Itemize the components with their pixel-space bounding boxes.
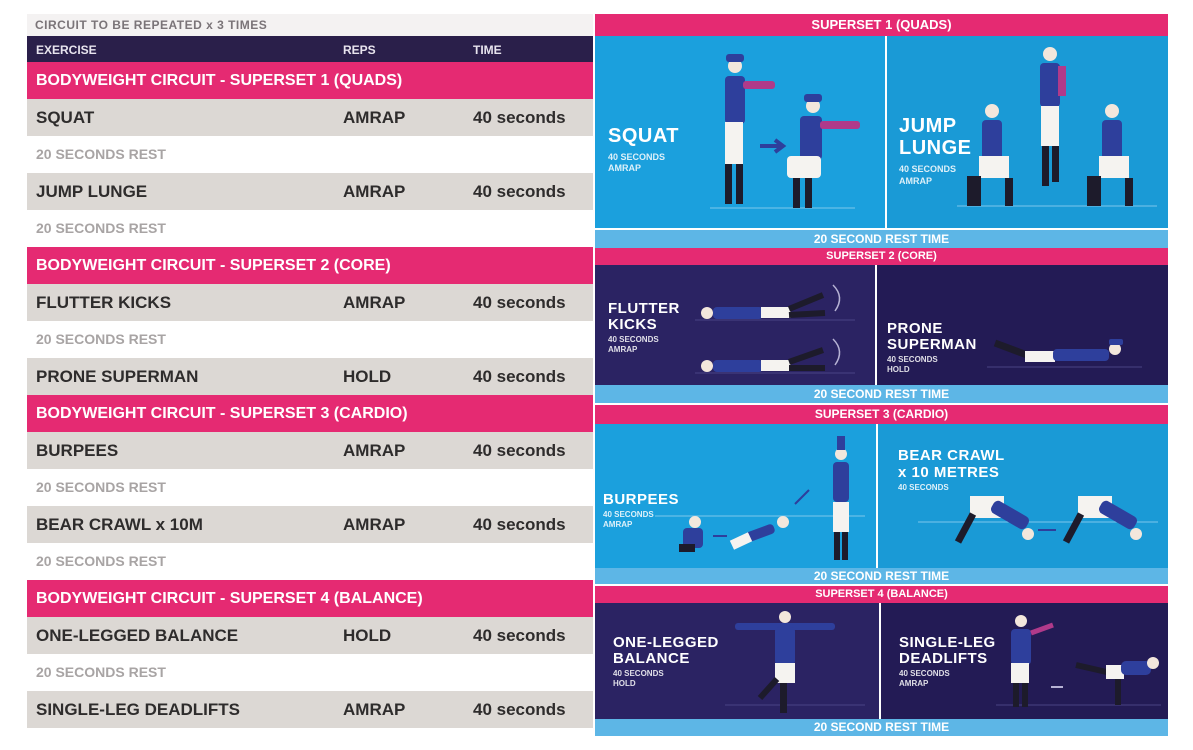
- flutter-kicks-panel: [595, 265, 875, 385]
- flutter-duration: 40 SECONDS: [608, 335, 659, 344]
- rest-label: 20 SECONDS REST: [36, 331, 166, 347]
- exercise-name: ONE-LEGGED BALANCE: [36, 626, 239, 645]
- exercise-time: 40 seconds: [473, 293, 566, 312]
- deadlift-title-2: DEADLIFTS: [899, 650, 988, 667]
- exercise-name: SQUAT: [36, 108, 95, 127]
- table-body: [27, 62, 593, 728]
- squat-title: SQUAT: [608, 125, 680, 147]
- exercise-row: [27, 617, 593, 654]
- exercise-reps: AMRAP: [343, 108, 406, 127]
- exercise-row: [27, 99, 593, 136]
- jump-lunge-illustration: [887, 36, 1168, 228]
- superman-title-1: PRONE: [887, 320, 943, 337]
- exercise-time: 40 seconds: [473, 441, 566, 460]
- balance-title-2: BALANCE: [613, 650, 690, 667]
- balance-title-1: ONE-LEGGED: [613, 634, 719, 651]
- squat-duration: 40 SECONDS: [608, 152, 666, 162]
- rest-row: [27, 469, 593, 506]
- exercise-name: JUMP LUNGE: [36, 182, 148, 201]
- superman-title-2: SUPERMAN: [887, 336, 977, 353]
- bear-crawl-illustration: [878, 424, 1168, 568]
- squatting-figure: [787, 94, 860, 208]
- jump-lunge-title-2: LUNGE: [899, 137, 972, 159]
- one-legged-balance-panel: [595, 603, 879, 719]
- single-leg-deadlifts-panel: [881, 603, 1168, 719]
- exercise-name: PRONE SUPERMAN: [36, 367, 199, 386]
- exercise-name: BURPEES: [36, 441, 119, 460]
- exercise-reps: AMRAP: [343, 515, 406, 534]
- superset1-rest: 20 SECOND REST TIME: [595, 230, 1168, 248]
- superset2-title: SUPERSET 2 (CORE): [595, 248, 1168, 265]
- exercise-time: 40 seconds: [473, 626, 566, 645]
- rest-label: 20 SECONDS REST: [36, 664, 166, 680]
- burpees-title: BURPEES: [603, 491, 680, 508]
- section-label: BODYWEIGHT CIRCUIT - SUPERSET 2 (CORE): [36, 257, 391, 274]
- exercise-name: SINGLE-LEG DEADLIFTS: [36, 700, 240, 719]
- exercise-row: [27, 284, 593, 321]
- section-header-row: [27, 580, 593, 617]
- circuit-table: [27, 14, 593, 728]
- exercise-time: 40 seconds: [473, 182, 566, 201]
- section-label: BODYWEIGHT CIRCUIT - SUPERSET 4 (BALANCE): [36, 590, 423, 607]
- rest-row: [27, 321, 593, 358]
- section-label: BODYWEIGHT CIRCUIT - SUPERSET 3 (CARDIO): [36, 405, 408, 422]
- exercise-reps: HOLD: [343, 626, 392, 645]
- rest-row: [27, 543, 593, 580]
- superset2-rest: 20 SECOND REST TIME: [595, 385, 1168, 403]
- jump-lunge-duration: 40 SECONDS: [899, 164, 957, 174]
- squat-panel: [595, 36, 885, 228]
- exercise-row: [27, 691, 593, 728]
- flutter-reps: AMRAP: [608, 345, 638, 354]
- burpees-duration: 40 SECONDS: [603, 510, 654, 519]
- deadlift-duration: 40 SECONDS: [899, 669, 950, 678]
- section-header-row: [27, 247, 593, 284]
- squat-reps: AMRAP: [608, 163, 641, 173]
- superman-reps: HOLD: [887, 365, 910, 374]
- burpees-panel: [595, 424, 876, 568]
- exercise-reps: AMRAP: [343, 293, 406, 312]
- section-header-row: [27, 395, 593, 432]
- deadlift-illustration: [881, 603, 1168, 719]
- table-header: [27, 36, 593, 62]
- prone-superman-illustration: [877, 265, 1168, 385]
- superset1-title: SUPERSET 1 (QUADS): [595, 14, 1168, 36]
- balance-illustration: [595, 603, 879, 719]
- flutter-title-2: KICKS: [608, 316, 658, 333]
- balance-duration: 40 SECONDS: [613, 669, 664, 678]
- rest-label: 20 SECONDS REST: [36, 479, 166, 495]
- rest-row: [27, 654, 593, 691]
- deadlift-title-1: SINGLE-LEG: [899, 634, 996, 651]
- exercise-time: 40 seconds: [473, 108, 566, 127]
- jump-lunge-panel: [887, 36, 1168, 228]
- exercise-row: [27, 432, 593, 469]
- squat-illustration: [595, 36, 885, 228]
- standing-figure: [725, 54, 775, 204]
- header-time: TIME: [473, 43, 502, 57]
- bear-crawl-panel: [878, 424, 1168, 568]
- exercise-reps: AMRAP: [343, 700, 406, 719]
- header-exercise: EXERCISE: [36, 43, 97, 57]
- burpees-reps: AMRAP: [603, 520, 633, 529]
- exercise-time: 40 seconds: [473, 700, 566, 719]
- rest-label: 20 SECONDS REST: [36, 553, 166, 569]
- superset4-rest: 20 SECOND REST TIME: [595, 719, 1168, 736]
- deadlift-reps: AMRAP: [899, 679, 929, 688]
- exercise-row: [27, 173, 593, 210]
- superset4-title: SUPERSET 4 (BALANCE): [595, 586, 1168, 603]
- flutter-kicks-illustration: [595, 265, 875, 385]
- rest-label: 20 SECONDS REST: [36, 220, 166, 236]
- section-header-row: [27, 62, 593, 99]
- superset3-rest: 20 SECOND REST TIME: [595, 568, 1168, 584]
- infographic: [595, 14, 1168, 736]
- flutter-title-1: FLUTTER: [608, 300, 680, 317]
- bear-title-1: BEAR CRAWL: [898, 447, 1005, 464]
- table-caption: CIRCUIT TO BE REPEATED x 3 TIMES: [27, 14, 593, 36]
- balance-reps: HOLD: [613, 679, 636, 688]
- section-label: BODYWEIGHT CIRCUIT - SUPERSET 1 (QUADS): [36, 72, 403, 89]
- exercise-reps: AMRAP: [343, 182, 406, 201]
- superset3-title: SUPERSET 3 (CARDIO): [595, 405, 1168, 424]
- exercise-time: 40 seconds: [473, 367, 566, 386]
- burpees-illustration: [595, 424, 876, 568]
- bear-duration: 40 SECONDS: [898, 483, 949, 492]
- rest-label: 20 SECONDS REST: [36, 146, 166, 162]
- rest-row: [27, 210, 593, 247]
- jump-lunge-reps: AMRAP: [899, 176, 932, 186]
- exercise-reps: AMRAP: [343, 441, 406, 460]
- exercise-time: 40 seconds: [473, 515, 566, 534]
- bear-title-2: x 10 METRES: [898, 464, 1000, 481]
- exercise-name: BEAR CRAWL x 10M: [36, 515, 203, 534]
- header-reps: REPS: [343, 43, 376, 57]
- jump-lunge-title-1: JUMP: [899, 115, 957, 137]
- exercise-row: [27, 506, 593, 543]
- exercise-reps: HOLD: [343, 367, 392, 386]
- superman-duration: 40 SECONDS: [887, 355, 938, 364]
- rest-row: [27, 136, 593, 173]
- exercise-name: FLUTTER KICKS: [36, 293, 172, 312]
- prone-superman-panel: [877, 265, 1168, 385]
- exercise-row: [27, 358, 593, 395]
